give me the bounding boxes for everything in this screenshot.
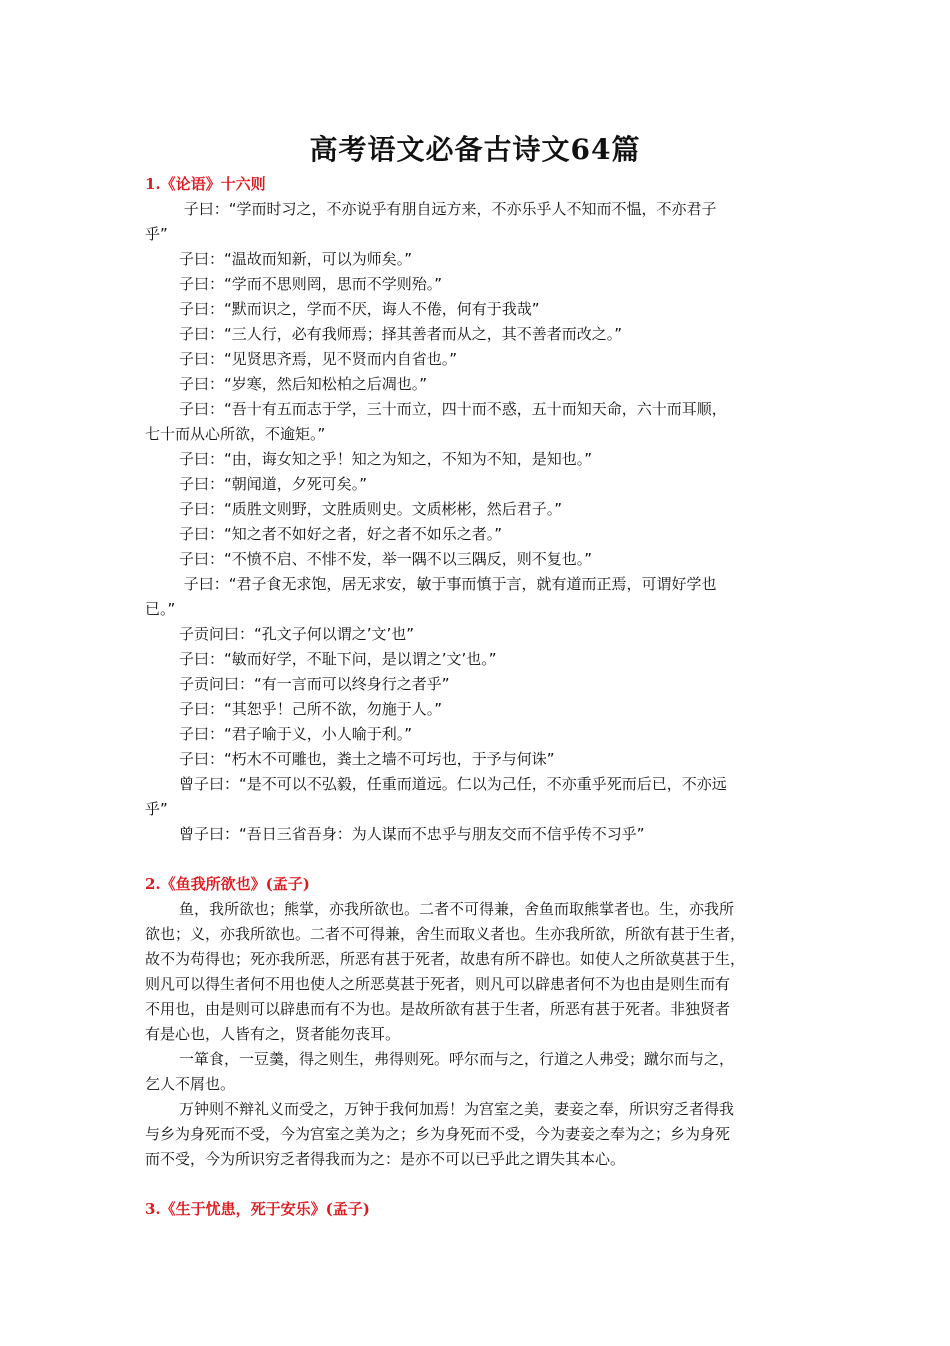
text-line: 而不受，今为所识穷乏者得我而为之：是亦不可以已乎此之谓失其本心。 — [145, 1150, 626, 1168]
text-line: 曾子曰：“是不可以不弘毅，任重而道远。仁以为己任，不亦重乎死而后已，不亦远 — [179, 775, 727, 793]
text-line: 子曰：“朝闻道，夕死可矣。” — [179, 475, 368, 493]
text-line: 一箪食，一豆羹，得之则生，弗得则死。呼尔而与之，行道之人弗受；蹴尔而与之， — [179, 1050, 735, 1068]
text-line: 与乡为身死而不受，今为宫室之美为之；乡为身死而不受，今为妻妾之奉为之；乡为身死 — [145, 1125, 731, 1143]
text-line: 子曰：“学而不思则罔，思而不学则殆。” — [179, 275, 443, 293]
text-line: 子曰：“学而时习之，不亦说乎有朋自远方来，不亦乐乎人不知而不愠，不亦君子 — [179, 200, 717, 218]
text-line: 子曰：“朽木不可雕也，粪土之墙不可圬也，于予与何诛” — [179, 750, 555, 768]
text-line: 乞人不屑也。 — [145, 1075, 236, 1093]
text-line: 子曰：“君子喻于义，小人喻于利。” — [179, 725, 413, 743]
text-line: 子曰：“不愤不启、不悱不发，举一隅不以三隅反，则不复也。” — [179, 550, 593, 568]
text-line: 万钟则不辩礼义而受之，万钟于我何加焉！为宫室之美，妻妾之奉，所识穷乏者得我 — [179, 1100, 735, 1118]
text-line: 七十而从心所欲，不逾矩。” — [145, 425, 326, 443]
text-line: 鱼，我所欲也；熊掌，亦我所欲也。二者不可得兼，舍鱼而取熊掌者也。生，亦我所 — [179, 900, 735, 918]
text-line: 子曰：“敏而好学，不耻下问，是以谓之’文’也。” — [179, 650, 497, 668]
section-heading-2: 2.《鱼我所欲也》(孟子) — [145, 875, 310, 893]
text-line: 子曰：“知之者不如好之者，好之者不如乐之者。” — [179, 525, 503, 543]
text-line: 子曰：“三人行，必有我师焉；择其善者而从之，其不善者而改之。” — [179, 325, 623, 343]
section-gap — [145, 847, 807, 872]
text-line: 子曰：“由，诲女知之乎！知之为知之，不知为不知，是知也。” — [179, 450, 593, 468]
text-line: 子曰：“默而识之，学而不厌，诲人不倦，何有于我哉” — [179, 300, 540, 318]
text-line: 子曰：“岁寒，然后知松柏之后凋也。” — [179, 375, 428, 393]
text-line: 有是心也，人皆有之，贤者能勿丧耳。 — [145, 1025, 401, 1043]
page-title: 高考语文必备古诗文64篇 — [309, 133, 641, 166]
section-heading-1: 1.《论语》十六则 — [145, 175, 266, 193]
text-line: 子曰：“吾十有五而志于学，三十而立，四十而不惑，五十而知天命，六十而耳顺， — [179, 400, 727, 418]
section-heading-3: 3.《生于忧患，死于安乐》(孟子) — [145, 1200, 370, 1218]
text-line: 则凡可以得生者何不用也使人之所恶莫甚于死者，则凡可以辟患者何不为也由是则生而有 — [145, 975, 731, 993]
text-line: 欲也；义，亦我所欲也。二者不可得兼，舍生而取义者也。生亦我所欲，所欲有甚于生者， — [145, 925, 746, 943]
text-line: 乎” — [145, 225, 168, 243]
text-line: 子曰：“见贤思齐焉，见不贤而内自省也。” — [179, 350, 458, 368]
text-line: 乎” — [145, 800, 168, 818]
text-line: 子曰：“其恕乎！己所不欲，勿施于人。” — [179, 700, 443, 718]
text-line: 子贡问曰：“孔文子何以谓之’文’也” — [179, 625, 415, 643]
text-line: 子曰：“质胜文则野，文胜质则史。文质彬彬，然后君子。” — [179, 500, 563, 518]
text-line: 曾子曰：“吾日三省吾身：为人谋而不忠乎与朋友交而不信乎传不习乎” — [179, 825, 645, 843]
section-gap — [145, 1172, 807, 1197]
text-line: 子曰：“温故而知新，可以为师矣。” — [179, 250, 413, 268]
text-line: 子曰：“君子食无求饱，居无求安，敏于事而慎于言，就有道而正焉，可谓好学也 — [179, 575, 717, 593]
text-line: 已。” — [145, 600, 176, 618]
text-line: 故不为苟得也；死亦我所恶，所恶有甚于死者，故患有所不辟也。如使人之所欲莫甚于生， — [145, 950, 746, 968]
text-line: 不用也，由是则可以辟患而有不为也。是故所欲有甚于生者，所恶有甚于死者。非独贤者 — [145, 1000, 731, 1018]
document-body — [145, 172, 807, 1222]
text-line: 子贡问曰：“有一言而可以终身行之者乎” — [179, 675, 450, 693]
